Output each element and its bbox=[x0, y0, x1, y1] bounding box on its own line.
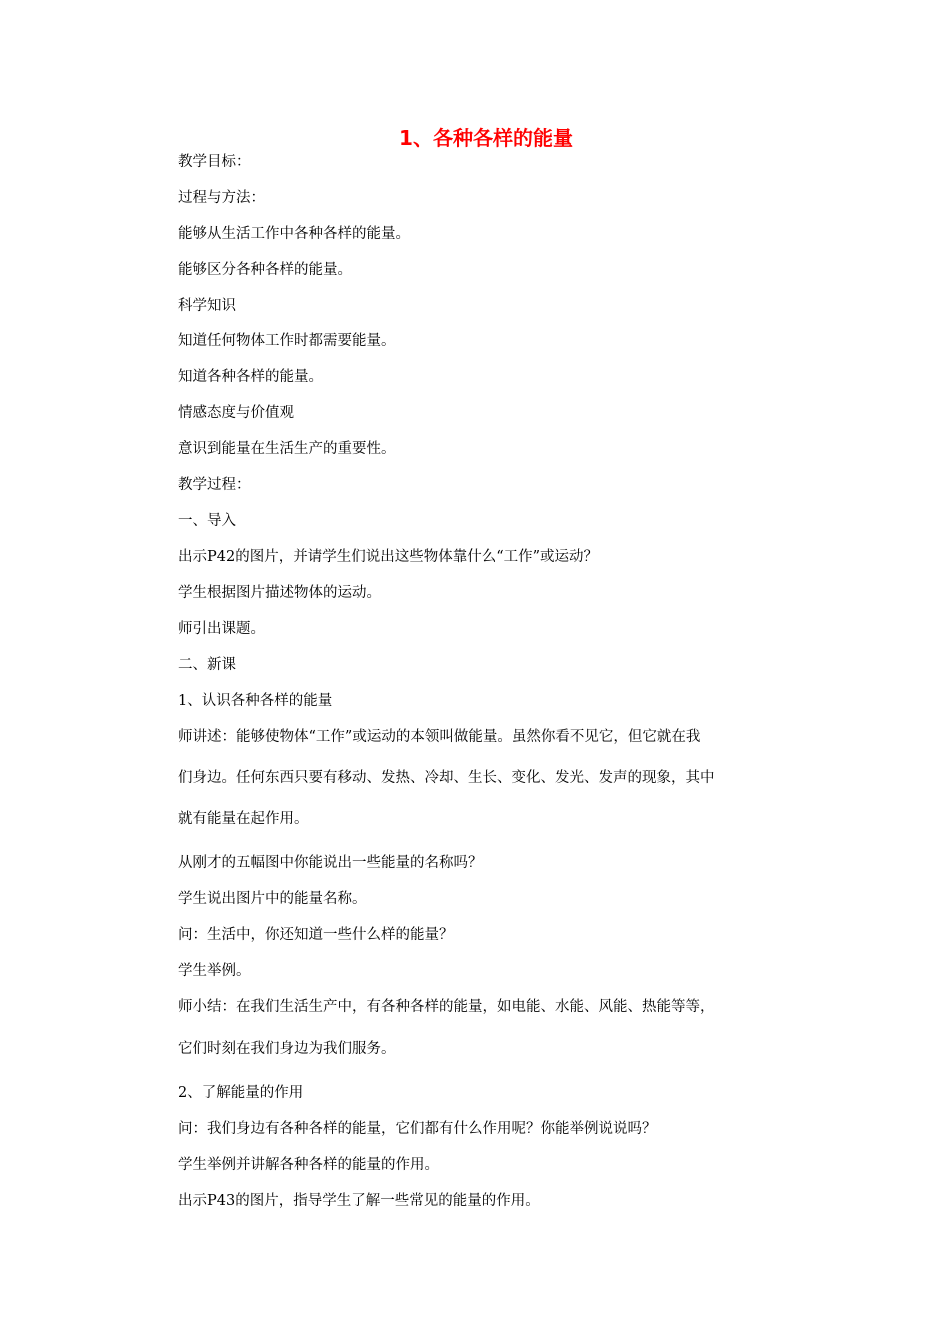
text-line: 科学知识 bbox=[178, 298, 236, 314]
text-line: 问：我们身边有各种各样的能量，它们都有什么作用呢？你能举例说说吗？ bbox=[178, 1121, 657, 1137]
text-line: 学生根据图片描述物体的运动。 bbox=[178, 585, 381, 601]
text-line: 过程与方法： bbox=[178, 190, 265, 206]
text-line: 学生举例。 bbox=[178, 963, 251, 979]
text-line: 师小结：在我们生活生产中，有各种各样的能量，如电能、水能、风能、热能等等， bbox=[178, 999, 715, 1015]
text-line: 出示P43的图片，指导学生了解一些常见的能量的作用。 bbox=[178, 1193, 540, 1209]
text-line: 知道任何物体工作时都需要能量。 bbox=[178, 333, 396, 349]
text-line: 知道各种各样的能量。 bbox=[178, 369, 323, 385]
text-line: 问：生活中，你还知道一些什么样的能量？ bbox=[178, 927, 454, 943]
text-line: 师引出课题。 bbox=[178, 621, 265, 637]
text-line: 教学目标： bbox=[178, 154, 251, 170]
text-line: 二、新课 bbox=[178, 657, 236, 673]
text-line: 出示P42的图片，并请学生们说出这些物体靠什么“工作”或运动？ bbox=[178, 549, 599, 565]
text-line: 从刚才的五幅图中你能说出一些能量的名称吗？ bbox=[178, 855, 483, 871]
text-line: 意识到能量在生活生产的重要性。 bbox=[178, 441, 396, 457]
text-line: 能够从生活工作中各种各样的能量。 bbox=[178, 226, 410, 242]
text-line: 学生说出图片中的能量名称。 bbox=[178, 891, 367, 907]
text-line: 2、了解能量的作用 bbox=[178, 1085, 304, 1101]
text-line: 1、认识各种各样的能量 bbox=[178, 693, 333, 709]
text-line: 一、导入 bbox=[178, 513, 236, 529]
text-line: 学生举例并讲解各种各样的能量的作用。 bbox=[178, 1157, 439, 1173]
text-line: 情感态度与价值观 bbox=[178, 405, 294, 421]
text-line: 教学过程： bbox=[178, 477, 251, 493]
text-line: 能够区分各种各样的能量。 bbox=[178, 262, 352, 278]
text-line: 它们时刻在我们身边为我们服务。 bbox=[178, 1041, 396, 1057]
text-line: 师讲述：能够使物体“工作”或运动的本领叫做能量。虽然你看不见它，但它就在我 bbox=[178, 729, 701, 745]
text-line: 就有能量在起作用。 bbox=[178, 811, 309, 827]
text-line: 们身边。任何东西只要有移动、发热、冷却、生长、变化、发光、发声的现象，其中 bbox=[178, 770, 715, 786]
document-title: 1、各种各样的能量 bbox=[399, 126, 573, 150]
